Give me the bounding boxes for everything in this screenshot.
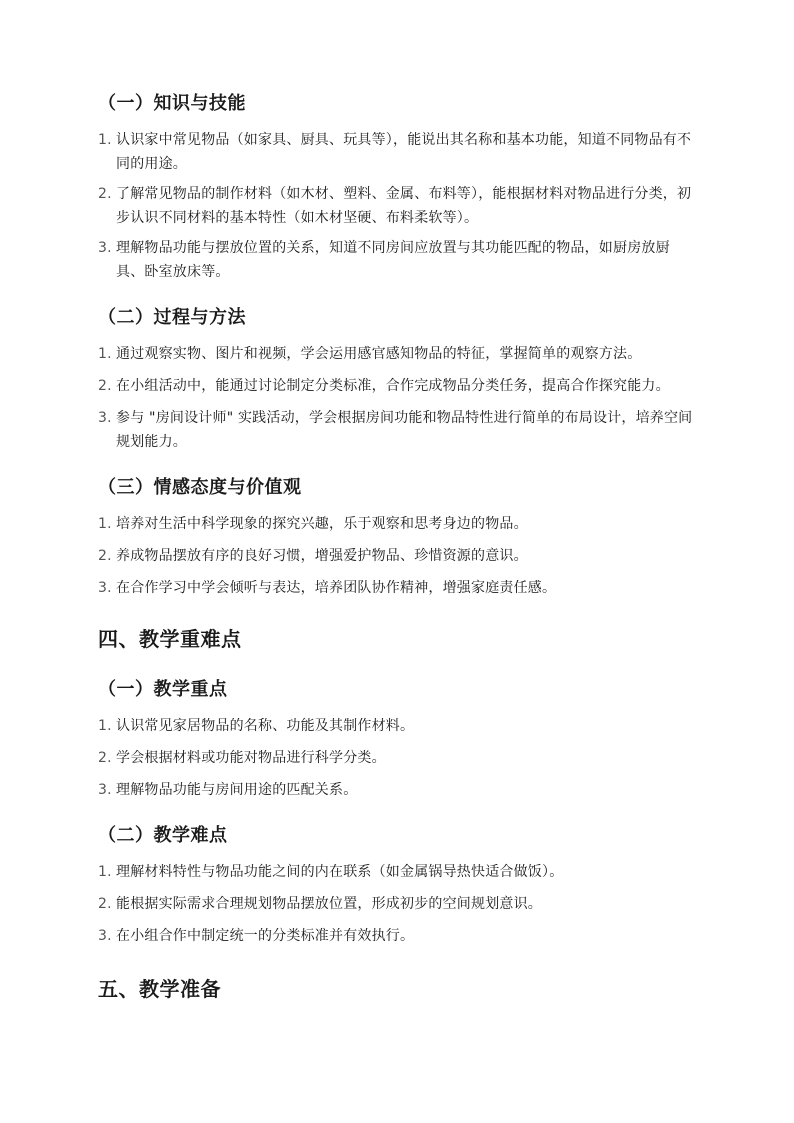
list-item: 2. 学会根据材料或功能对物品进行科学分类。 [98,746,698,770]
list-item: 2. 能根据实际需求合理规划物品摆放位置，形成初步的空间规划意识。 [98,892,698,916]
list-teaching-focus [98,714,698,802]
list-teaching-difficulties [98,860,698,948]
list-item: 1. 认识常见家居物品的名称、功能及其制作材料。 [98,714,698,738]
subsection-heading-attitudes-values: （三）情感态度与价值观 [98,477,302,498]
list-item: 3. 参与 "房间设计师" 实践活动，学会根据房间功能和物品特性进行简单的布局设计，培养空间规划能力。 [98,406,698,454]
list-number: 2. [98,548,112,564]
section-heading-key-difficult-points: 四、教学重难点 [98,627,242,651]
list-item: 3. 理解物品功能与房间用途的匹配关系。 [98,778,698,802]
list-item: 1. 培养对生活中科学现象的探究兴趣，乐于观察和思考身边的物品。 [98,512,698,536]
list-attitudes-values [98,512,698,600]
list-item: 2. 养成物品摆放有序的良好习惯，增强爱护物品、珍惜资源的意识。 [98,544,698,568]
list-item: 3. 理解物品功能与摆放位置的关系，知道不同房间应放置与其功能匹配的物品，如厨房放厨具、卧室放床等。 [98,236,698,284]
list-item: 2. 在小组活动中，能通过讨论制定分类标准，合作完成物品分类任务，提高合作探究能力。 [98,374,698,398]
list-process-methods [98,342,698,454]
list-number: 3. [98,782,112,798]
list-number: 1. [98,516,112,532]
list-number: 1. [98,132,112,148]
list-number: 3. [98,928,112,944]
list-number: 2. [98,378,112,394]
subsection-heading-knowledge-skills: （一）知识与技能 [98,93,246,114]
list-knowledge-skills [98,128,698,284]
document-content [98,90,698,1004]
list-item: 3. 在合作学习中学会倾听与表达，培养团队协作精神，增强家庭责任感。 [98,576,698,600]
list-item: 1. 理解材料特性与物品功能之间的内在联系（如金属锅导热快适合做饭）。 [98,860,698,884]
list-number: 1. [98,346,112,362]
list-number: 1. [98,864,112,880]
subsection-heading-teaching-focus: （一）教学重点 [98,679,228,700]
list-number: 3. [98,410,112,426]
list-number: 1. [98,718,112,734]
list-item: 1. 认识家中常见物品（如家具、厨具、玩具等），能说出其名称和基本功能，知道不同物品有不同的用途。 [98,128,698,176]
subsection-heading-process-methods: （二）过程与方法 [98,307,246,328]
list-number: 3. [98,240,112,256]
list-number: 2. [98,896,112,912]
list-item: 2. 了解常见物品的制作材料（如木材、塑料、金属、布料等），能根据材料对物品进行分类，初步认识不同材料的基本特性（如木材坚硬、布料柔软等）。 [98,182,698,230]
list-item: 1. 通过观察实物、图片和视频，学会运用感官感知物品的特征，掌握简单的观察方法。 [98,342,698,366]
list-number: 2. [98,750,112,766]
section-heading-teaching-preparation: 五、教学准备 [98,977,221,1001]
list-number: 3. [98,580,112,596]
list-item: 3. 在小组合作中制定统一的分类标准并有效执行。 [98,924,698,948]
list-number: 2. [98,186,112,202]
subsection-heading-teaching-difficulties: （二）教学难点 [98,825,228,846]
